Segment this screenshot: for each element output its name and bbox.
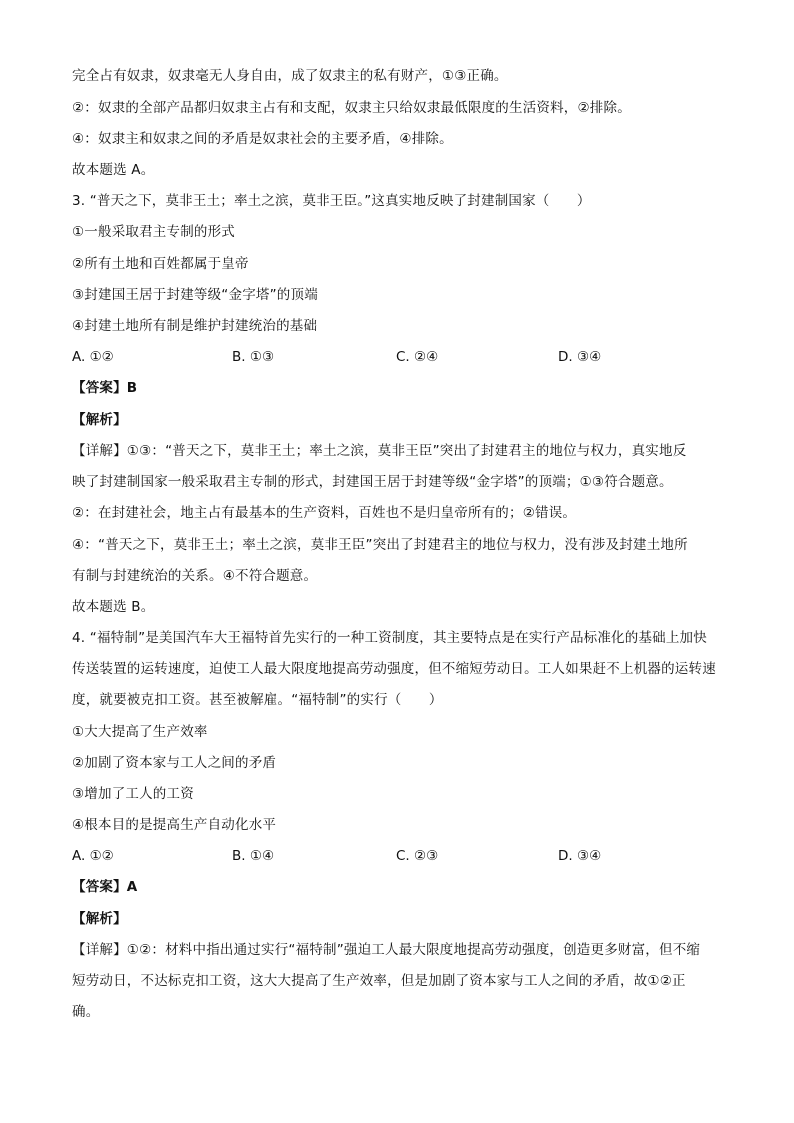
- q3-detail-line-5: 有制与封建统治的关系。④不符合题意。: [72, 568, 318, 584]
- q3-item-2: ②所有土地和百姓都属于皇帝: [72, 256, 249, 272]
- q4-item-4: ④根本目的是提高生产自动化水平: [72, 817, 277, 833]
- q3-detail-line-4: ④：“普天之下，莫非王土；率土之滨，莫非王臣”突出了封建君主的地位与权力，没有涉及封建土地所: [72, 537, 688, 553]
- q2-explain-line-2: ②：奴隶的全部产品都归奴隶主占有和支配，奴隶主只给奴隶最低限度的生活资料，②排除。: [72, 100, 631, 116]
- q4-item-3: ③增加了工人的工资: [72, 786, 194, 802]
- q4-item-1: ①大大提高了生产效率: [72, 724, 208, 740]
- q4-option-c: C. ②③: [396, 848, 439, 864]
- q4-stem-line-2: 传送装置的运转速度，迫使工人最大限度地提高劳动强度，但不缩短劳动日。工人如果赶不上机器的运转速: [72, 661, 716, 677]
- q3-detail-line-1: 【详解】①③：“普天之下，莫非王土；率土之滨，莫非王臣”突出了封建君主的地位与权力，真实地反: [72, 443, 687, 459]
- q4-option-a: A. ①②: [72, 848, 114, 864]
- q4-stem-line-3: 度，就要被克扣工资。甚至被解雇。“福特制”的实行（ ）: [72, 692, 443, 708]
- q4-option-d: D. ③④: [558, 848, 602, 864]
- q3-analysis-label: 【解析】: [72, 412, 127, 428]
- q3-item-3: ③封建国王居于封建等级“金字塔”的顶端: [72, 287, 318, 303]
- q4-option-b: B. ①④: [232, 848, 275, 864]
- q4-analysis-label: 【解析】: [72, 911, 127, 927]
- q3-option-d: D. ③④: [558, 349, 602, 365]
- q3-item-1: ①一般采取君主专制的形式: [72, 224, 236, 240]
- q2-conclusion: 故本题选 A。: [72, 162, 155, 178]
- q3-option-b: B. ①③: [232, 349, 275, 365]
- q3-answer: 【答案】B: [72, 380, 138, 396]
- q3-stem: 3. “普天之下，莫非王土；率土之滨，莫非王臣。”这真实地反映了封建制国家（ ）: [72, 193, 591, 209]
- q3-option-a: A. ①②: [72, 349, 114, 365]
- q2-explain-line-1: 完全占有奴隶，奴隶毫无人身自由，成了奴隶主的私有财产，①③正确。: [72, 68, 508, 84]
- q3-detail-line-3: ②：在封建社会，地主占有最基本的生产资料，百姓也不是归皇帝所有的；②错误。: [72, 505, 577, 521]
- q2-explain-line-3: ④：奴隶主和奴隶之间的矛盾是奴隶社会的主要矛盾，④排除。: [72, 131, 453, 147]
- q4-stem-line-1: 4. “福特制”是美国汽车大王福特首先实行的一种工资制度，其主要特点是在实行产品标准化的基础上加快: [72, 630, 707, 646]
- q4-detail-line-3: 确。: [72, 1004, 100, 1020]
- q4-detail-line-2: 短劳动日，不达标克扣工资，这大大提高了生产效率，但是加剧了资本家与工人之间的矛盾，故①②正: [72, 973, 686, 989]
- q4-item-2: ②加剧了资本家与工人之间的矛盾: [72, 755, 277, 771]
- q3-item-4: ④封建土地所有制是维护封建统治的基础: [72, 318, 318, 334]
- q3-conclusion: 故本题选 B。: [72, 599, 155, 615]
- q3-option-c: C. ②④: [396, 349, 439, 365]
- q3-detail-line-2: 映了封建制国家一般采取君主专制的形式，封建国王居于封建等级“金字塔”的顶端；①③符合题意。: [72, 474, 673, 490]
- q4-detail-line-1: 【详解】①②：材料中指出通过实行“福特制”强迫工人最大限度地提高劳动强度，创造更多财富，但不缩: [72, 942, 701, 958]
- q4-answer: 【答案】A: [72, 879, 138, 895]
